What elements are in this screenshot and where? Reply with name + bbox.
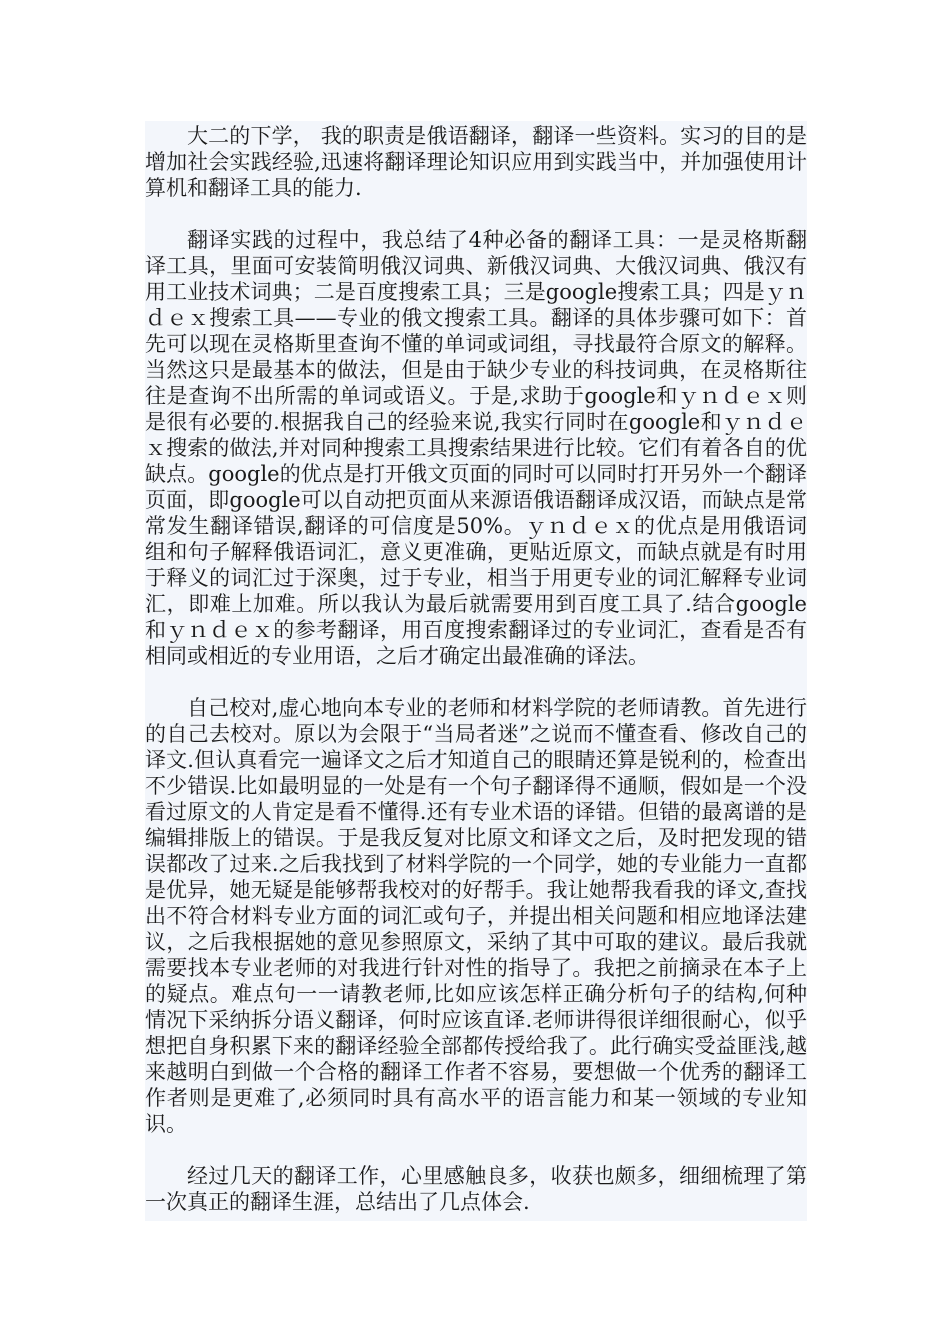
paragraph-3: 自己校对,虚心地向本专业的老师和材料学院的老师请教。首先进行的自己去校对。原以为会限于“当局者迷”之说而不懂查看、修改自己的译文.但认真看完一遍译文之后才知道自己的眼睛还算是锐利的，检查出不少错误.比如最明显的一处是有一个句子翻译得不通顺，假如是一个没看过原文的人肯定是看不懂得.还有专业术语的译错。但错的最离谱的是编辑排版上的错误。于是我反复对比原文和译文之后，及时把发现的错误都改了过来.之后我找到了材料学院的一个同学，她的专业能力一直都是优异，她无疑是能够帮我校对的好帮手。我让她帮我看我的译文,查找出不符合材料专业方面的词汇或句子，并提出相关问题和相应地译法建议，之后我根据她的意见参照原文，采纳了其中可取的建议。最后我就需要找本专业老师的对我进行针对性的指导了。我把之前摘录在本子上的疑点。难点句一一请教老师,比如应该怎样正确分析句子的结构,何种情况下采纳拆分语义翻译，何时应该直译.老师讲得很详细很耐心，似乎想把自身积累下来的翻译经验全部都传授给我了。此行确实受益匪浅,越来越明白到做一个合格的翻译工作者不容易，要想做一个优秀的翻译工作者则是更难了,必须同时具有高水平的语言能力和某一领域的专业知识。: [145, 696, 807, 1136]
paragraph-2: 翻译实践的过程中，我总结了4种必备的翻译工具：一是灵格斯翻译工具，里面可安装简明俄汉词典、新俄汉词典、大俄汉词典、俄汉有用工业技术词典；二是百度搜索工具；三是google搜索工具；四是ｙｎｄｅｘ搜索工具——专业的俄文搜索工具。翻译的具体步骤可如下：首先可以现在灵格斯里查询不懂的单词或词组，寻找最符合原文的解释。当然这只是最基本的做法，但是由于缺少专业的科技词典，在灵格斯往往是查询不出所需的单词或语义。于是,求助于google和ｙｎｄｅｘ则是很有必要的.根据我自己的经验来说,我实行同时在google和ｙｎｄｅｘ搜索的做法,并对同种搜索工具搜索结果进行比较。它们有着各自的优缺点。google的优点是打开俄文页面的同时可以同时打开另外一个翻译页面，即google可以自动把页面从来源语俄语翻译成汉语，而缺点是常常发生翻译错误,翻译的可信度是50%。ｙｎｄｅｘ的优点是用俄语词组和句子解释俄语词汇，意义更准确，更贴近原文，而缺点就是有时用于释义的词汇过于深奥，过于专业，相当于用更专业的词汇解释专业词汇，即难上加难。所以我认为最后就需要用到百度工具了.结合google和ｙｎｄｅｘ的参考翻译，用百度搜索翻译过的专业词汇，查看是否有相同或相近的专业用语，之后才确定出最准确的译法。: [145, 228, 807, 668]
text-body: [145, 121, 807, 1221]
paragraph-4: 经过几天的翻译工作，心里感触良多，收获也颇多，细细梳理了第一次真正的翻译生涯，总结出了几点体会.: [145, 1164, 807, 1214]
paragraph-1: 大二的下学， 我的职责是俄语翻译，翻译一些资料。实习的目的是增加社会实践经验,迅速将翻译理论知识应用到实践当中，并加强使用计算机和翻译工具的能力.: [145, 124, 807, 200]
